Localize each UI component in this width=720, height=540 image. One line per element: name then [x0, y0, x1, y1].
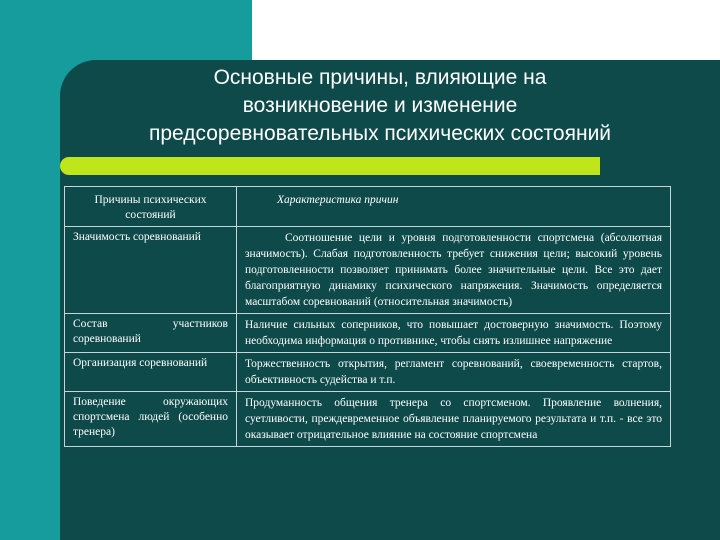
- header-causes: Причины психических состояний: [65, 187, 237, 227]
- slide-title: [60, 64, 700, 148]
- table-row: [65, 314, 671, 353]
- title-line: предсоревновательных психических состояний: [148, 122, 612, 145]
- accent-bar: [60, 157, 600, 175]
- description-cell: Торжественность открытия, регламент соревнований, своевременность стартов, объективность судейства и т.п.: [237, 353, 671, 392]
- cause-cell: Состав участников соревнований: [65, 314, 237, 353]
- title-line: возникновение и изменение: [242, 94, 518, 117]
- table-row: [65, 392, 671, 447]
- title-line: Основные причины, влияющие на: [213, 66, 547, 89]
- description-cell: Продуманность общения тренера со спортсменом. Проявление волнения, суетливости, преждевременное объявление планируемого результата и т.п. - все это оказывает отрицательное влияние на состояние спортсмена: [237, 392, 671, 447]
- description-cell: Соотношение цели и уровня подготовленности спортсмена (абсолютная значимость). Слабая подготовленность требует снижения цели; высокий уровень подготовленности позволяет принимать более значительные цели. Все это дает благоприятную динамику психического напряжения. Значимость определяется масштабом соревнований (относительная значимость): [237, 227, 671, 314]
- header-characteristics: Характеристика причин: [237, 187, 671, 227]
- description-cell: Наличие сильных соперников, что повышает достоверную значимость. Поэтому необходима информация о противнике, чтобы снять излишнее напряжение: [237, 314, 671, 353]
- causes-table: [64, 186, 671, 447]
- table-header-row: [65, 187, 671, 227]
- cause-cell: Организация соревнований: [65, 353, 237, 392]
- cause-cell: Значимость соревнований: [65, 227, 237, 314]
- cause-cell: Поведение окружающих спортсмена людей (особенно тренера): [65, 392, 237, 447]
- table-row: [65, 227, 671, 314]
- table-row: [65, 353, 671, 392]
